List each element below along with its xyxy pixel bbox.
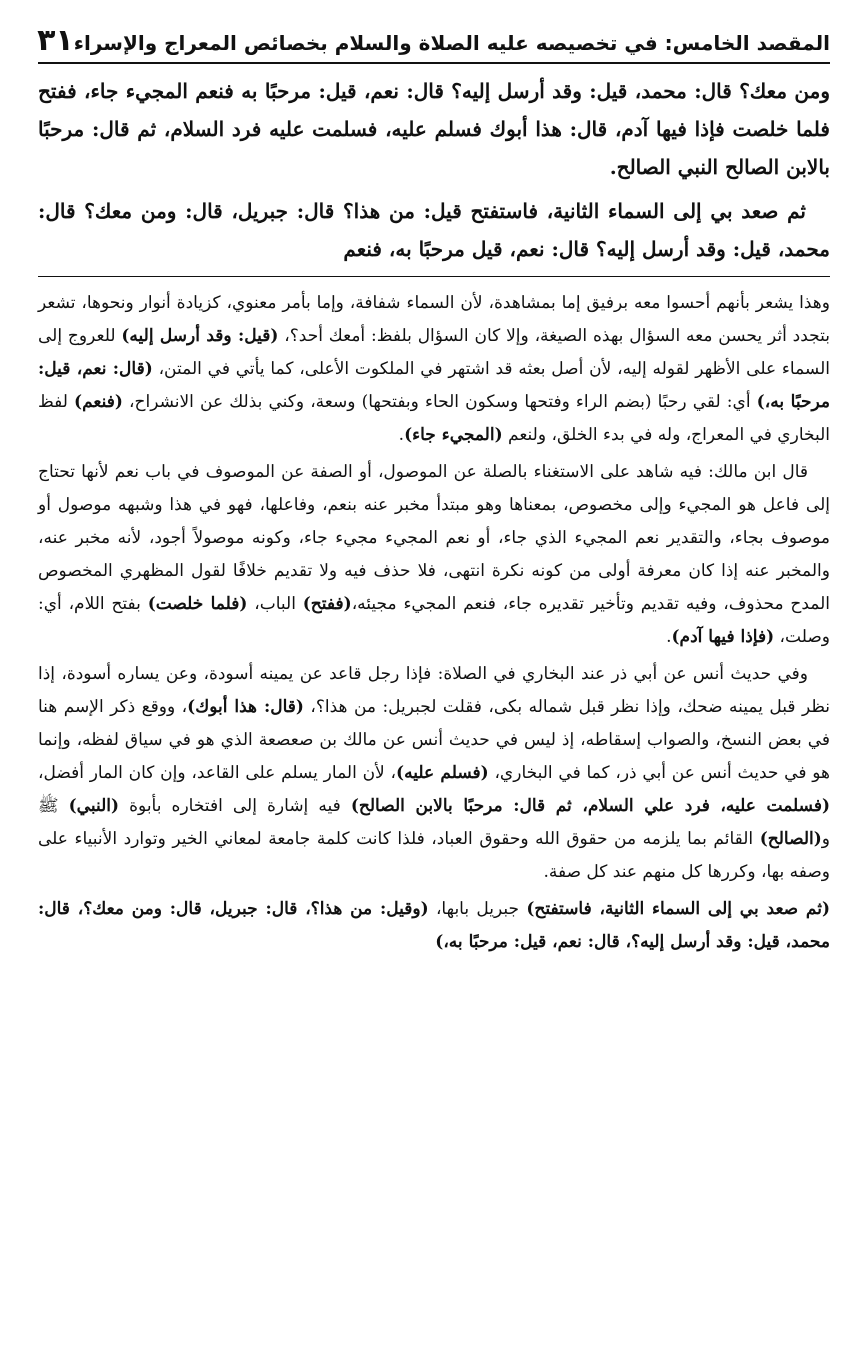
commentary-paragraph-2: [38, 456, 830, 654]
commentary-text-run: الباب،: [247, 594, 303, 614]
running-header: [37, 23, 830, 64]
commentary-text-run: القائم بما يلزمه من حقوق الله وحقوق العباد، فلذا كانت كلمة جامعة لمعاني الخير وتوارد الأنبياء على وصفه بها، وكررها كل منهم عند كل صفة.: [38, 829, 830, 882]
commentary-text: [38, 287, 830, 959]
commentary-text-run: أي: لقي رحبًا (بضم الراء وفتحها وسكون الحاء وبفتحها) وسعة، وكني بذلك عن الانشراح،: [122, 392, 757, 412]
quoted-phrase: (ففتح): [302, 594, 352, 614]
quoted-phrase: (وقيل: من هذا؟، قال: جبريل، قال: ومن معك؟، قال: محمد، قيل: وقد أرسل إليه؟، قال: نعم، قيل: مرحبًا به،): [38, 899, 830, 952]
quoted-phrase: (فسلمت عليه، فرد علي السلام، ثم قال: مرحبًا بالابن الصالح): [350, 796, 830, 816]
commentary-paragraph-1: [38, 287, 830, 452]
chapter-title: المقصد الخامس: في تخصيصه عليه الصلاة والسلام بخصائص المعراج والإسراء: [73, 31, 830, 55]
commentary-text-run: ، ووقع ذكر الإسم هنا في بعض النسخ، والصواب إسقاطه، إذ ليس في حديث أنس عن مالك بن صعصعة الذي هو في سياق لفظه، وإنما هو في حديث أنس عن أبي ذر، كما في البخاري،: [38, 697, 831, 783]
quoted-phrase: (فلما خلصت): [147, 594, 248, 614]
quoted-phrase: (فإذا فيها آدم): [671, 627, 775, 647]
commentary-text-run: .: [398, 425, 405, 445]
commentary-text-run: قال ابن مالك: فيه شاهد على الاستغناء بالصلة عن الموصول، أو الصفة عن الموصوف في باب نعم لأنها تحتاج إلى فاعل هو المجيء وإلى مخصوص، بمعناها وهو مبتدأ مخبر عنه بنعم، وفاعلها، فهو في هذا وشبهه موصول أو موصوف بجاء، والتقدير نعم المجيء الذي جاء، أو نعم المجيء مجيء جاء، وكونه موصولاً أجود، لأنه مخبر عنه، والمخبر عنه إذا كان معرفة أولى من كونه نكرة انتهى، فلا حذف فيه ولا تقديم خلافًا لقول المظهري المخصوص المدح محذوف، وفيه تقديم وتأخير تقديره جاء، فنعم المجيء مجيئه،: [38, 462, 830, 614]
commentary-text-run: لفظ البخاري في المعراج، وله في بدء الخلق، ولنعم: [38, 392, 830, 445]
commentary-text-run: وهذا يشعر بأنهم أحسوا معه برفيق إما بمشاهدة، لأن السماء شفافة، وإما بأمر معنوي، كزيادة أنوار ونحوها، تشعر بتجدد أثر يحسن معه السؤال بهذه الصيغة، وإلا كان السؤال بلفظ: أمعك أحد؟،: [38, 293, 830, 346]
quoted-phrase: (الصالح): [759, 829, 822, 849]
commentary-text-run: ﷺ و: [38, 796, 830, 849]
commentary-text-run: .: [666, 627, 672, 647]
main-text-paragraph-2: ثم صعد بي إلى السماء الثانية، فاستفتح قيل: من هذا؟ قال: جبريل، قال: ومن معك؟ قال: محمد، قيل: وقد أرسل إليه؟ قال: نعم، قيل مرحبًا به، فنعم: [38, 199, 830, 261]
commentary-text-run: ، لأن المار يسلم على القاعد، وإن كان المار أفضل،: [38, 763, 397, 783]
commentary-paragraph-4: [38, 893, 830, 959]
commentary-text-run: بفتح اللام، أي: وصلت،: [38, 594, 830, 647]
quoted-phrase: (قيل: وقد أرسل إليه): [121, 326, 279, 346]
quoted-phrase: (النبي): [68, 796, 120, 816]
commentary-separator: [38, 276, 830, 277]
main-text: [38, 72, 830, 268]
quoted-phrase: (قال: هذا أبوك): [187, 697, 304, 717]
quoted-phrase: (المجيء جاء): [404, 425, 503, 445]
page-number: ٣١: [37, 23, 74, 58]
commentary-text-run: وفي حديث أنس عن أبي ذر عند البخاري في الصلاة: فإذا رجل قاعد عن يمينه أسودة، وعن يساره أسودة، إذا نظر قبل يمينه ضحك، وإذا نظر قبل شماله بكى، فقلت لجبريل: من هذا؟،: [38, 664, 830, 717]
main-text-paragraph-1: ومن معك؟ قال: محمد، قيل: وقد أرسل إليه؟ قال: نعم، قيل: مرحبًا به فنعم المجيء جاء، ففتح فلما خلصت فإذا فيها آدم، قال: هذا أبوك فسلم عليه، فسلمت عليه فرد السلام، ثم قال: مرحبًا بالابن الصالح النبي الصالح.: [38, 79, 830, 179]
commentary-text-run: للعروج إلى السماء على الأظهر لقوله إليه، لأن أصل بعثه قد اشتهر في الملكوت الأعلى، كما يأتي في المتن،: [38, 326, 830, 379]
quoted-phrase: (فنعم): [74, 392, 123, 412]
commentary-text-run: فيه إشارة إلى افتخاره بأبوة: [119, 796, 351, 816]
commentary-paragraph-3: [38, 658, 830, 889]
quoted-phrase: (ثم صعد بي إلى السماء الثانية، فاستفتح): [526, 899, 830, 919]
commentary-text-run: جبريل بابها،: [428, 899, 527, 919]
quoted-phrase: (فسلم عليه): [396, 763, 489, 783]
quoted-phrase: (قال: نعم، قيل: مرحبًا به،): [38, 359, 830, 412]
